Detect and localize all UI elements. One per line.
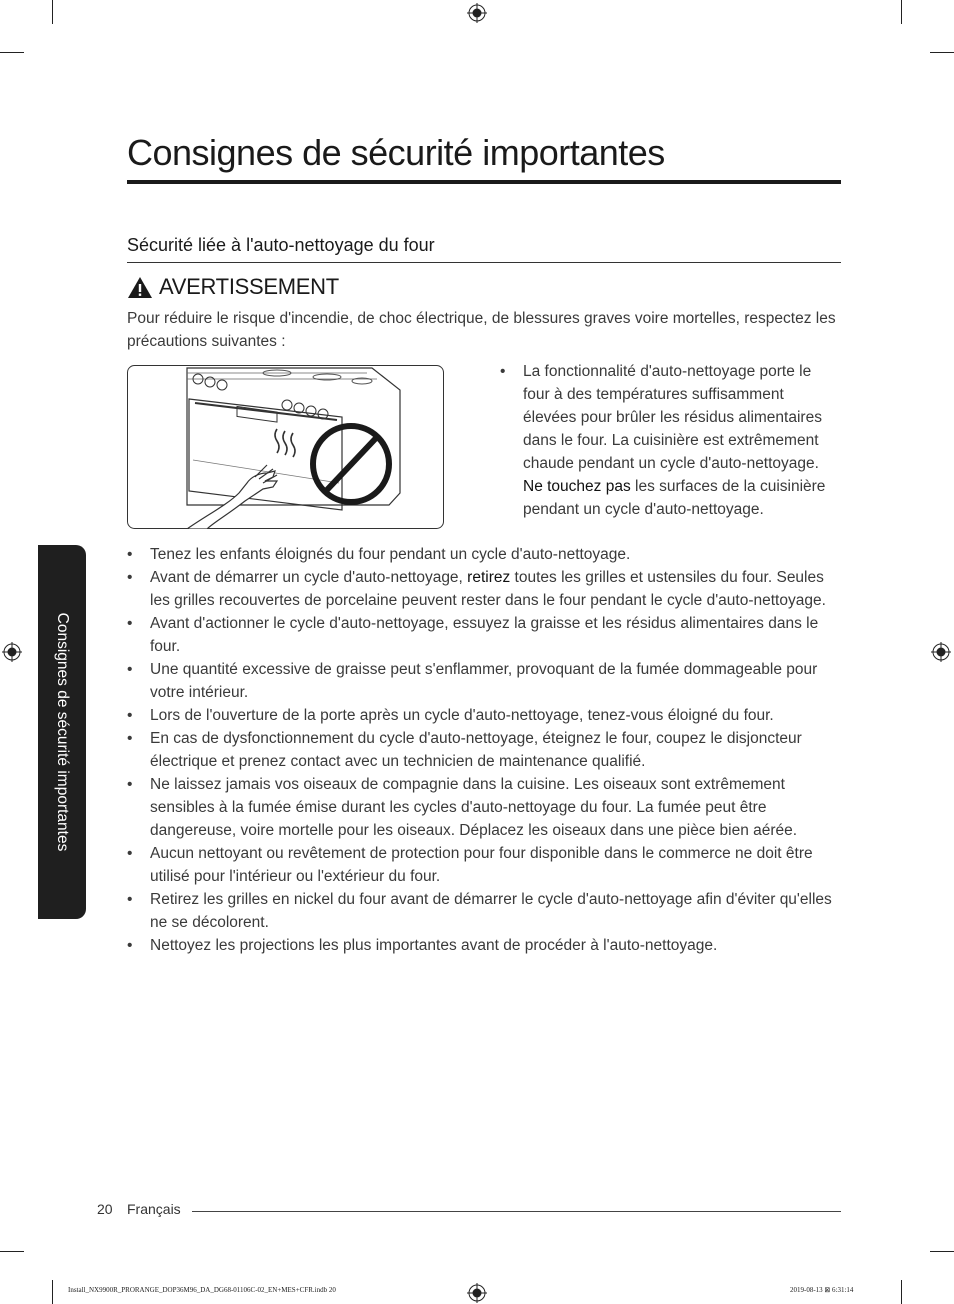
bullet-text: Avant de démarrer un cycle d'auto-nettoyage, [150, 569, 468, 586]
section-title: Sécurité liée à l'auto-nettoyage du four [127, 235, 435, 255]
list-item [127, 773, 843, 842]
warning-label: AVERTISSEMENT [159, 274, 339, 299]
bullet-glyph: • [127, 569, 133, 586]
crop-mark [52, 1280, 53, 1304]
warning-header [127, 274, 339, 300]
bullet-text: Lors de l'ouverture de la porte après un cycle d'auto-nettoyage, tenez-vous éloigné du four. [150, 707, 774, 724]
list-item [127, 566, 843, 612]
bullet-glyph: • [127, 776, 133, 793]
bullet-text: Nettoyez les projections les plus importantes avant de procéder à l'auto-nettoyage. [150, 937, 718, 954]
registration-mark-icon [467, 3, 487, 23]
page-language: Français [127, 1201, 181, 1217]
crop-mark [930, 52, 954, 53]
bullet-glyph: • [127, 615, 133, 632]
crop-mark [930, 1251, 954, 1252]
list-item [500, 360, 840, 521]
bullet-glyph: • [127, 845, 133, 862]
bullet-emphasis: retirez [467, 569, 511, 586]
bullet-text: Une quantité excessive de graisse peut s'enflammer, provoquant de la fumée dommageable pour votre intérieur. [150, 661, 818, 701]
title-rule [127, 180, 841, 184]
crop-mark [901, 1280, 902, 1304]
bullet-text: Tenez les enfants éloignés du four pendant un cycle d'auto-nettoyage. [150, 546, 631, 563]
list-item [127, 658, 843, 704]
bullet-glyph: • [500, 363, 506, 380]
bullet-text: les surfaces de la cuisinière pendant un cycle d'auto-nettoyage. [523, 478, 826, 518]
bullet-glyph: • [127, 937, 133, 954]
side-bullet-list [500, 360, 840, 521]
list-item [127, 888, 843, 934]
footer-rule [192, 1211, 841, 1212]
list-item [127, 727, 843, 773]
bullet-glyph: • [127, 891, 133, 908]
page-title: Consignes de sécurité importantes [127, 132, 665, 173]
side-tab [38, 545, 86, 919]
bullet-text: La fonctionnalité d'auto-nettoyage porte le four à des températures suffisamment élevées pour brûler les résidus alimentaires dans le four. La cuisinière est extrêmement chaude pendant un cycle d'auto-nettoyage. [523, 363, 822, 472]
bullet-text: En cas de dysfonctionnement du cycle d'auto-nettoyage, éteignez le four, coupez le disjoncteur électrique et prenez contact avec un technicien de maintenance qualifié. [150, 730, 802, 770]
oven-illustration [127, 365, 444, 529]
page-number: 20 [97, 1201, 113, 1217]
bullet-glyph: • [127, 546, 133, 563]
crop-mark [52, 0, 53, 24]
bullet-text: toutes les grilles et ustensiles du four. Seules les grilles recouvertes de porcelaine peuvent rester dans le four pendant le cycle d'auto-nettoyage. [150, 569, 826, 609]
crop-mark [0, 52, 24, 53]
list-item [127, 842, 843, 888]
imprint-file: Install_NX9900R_PRORANGE_DOP36M96_DA_DG68-01106C-02_EN+MES+CFR.indb 20 [68, 1286, 336, 1294]
warning-triangle-icon [127, 276, 153, 299]
list-item [127, 934, 843, 957]
bullet-text: Avant d'actionner le cycle d'auto-nettoyage, essuyez la graisse et les résidus alimentaires dans le four. [150, 615, 819, 655]
registration-mark-icon [467, 1283, 487, 1303]
bullet-text: Retirez les grilles en nickel du four avant de démarrer le cycle d'auto-nettoyage afin d'éviter qu'elles ne se décolorent. [150, 891, 832, 931]
warning-intro: Pour réduire le risque d'incendie, de choc électrique, de blessures graves voire mortelles, respectez les précautions suivantes : [127, 310, 836, 350]
imprint-date: 2019-08-13 ⊠ 6:31:14 [790, 1286, 854, 1294]
list-item [127, 612, 843, 658]
crop-mark [901, 0, 902, 24]
list-item [127, 543, 843, 566]
main-bullet-list [127, 543, 843, 957]
list-item [127, 704, 843, 727]
bullet-text: Aucun nettoyant ou revêtement de protection pour four disponible dans le commerce ne doit être utilisé pour l'intérieur ou l'extérieur du four. [150, 845, 813, 885]
no-touch-oven-icon [127, 365, 444, 529]
registration-mark-icon [931, 642, 951, 662]
bullet-glyph: • [127, 730, 133, 747]
bullet-glyph: • [127, 661, 133, 678]
crop-mark [0, 1251, 24, 1252]
section-rule [127, 262, 841, 263]
bullet-emphasis: Ne touchez pas [523, 478, 631, 495]
bullet-glyph: • [127, 707, 133, 724]
registration-mark-icon [2, 642, 22, 662]
bullet-text: Ne laissez jamais vos oiseaux de compagnie dans la cuisine. Les oiseaux sont extrêmement sensibles à la fumée émise durant les cycles d'auto-nettoyage du four. La fumée peut être dangereuse, voire mortelle pour les oiseaux. Déplacez les oiseaux dans une pièce bien aérée. [150, 776, 798, 839]
side-tab-label: Consignes de sécurité importantes [54, 612, 71, 852]
